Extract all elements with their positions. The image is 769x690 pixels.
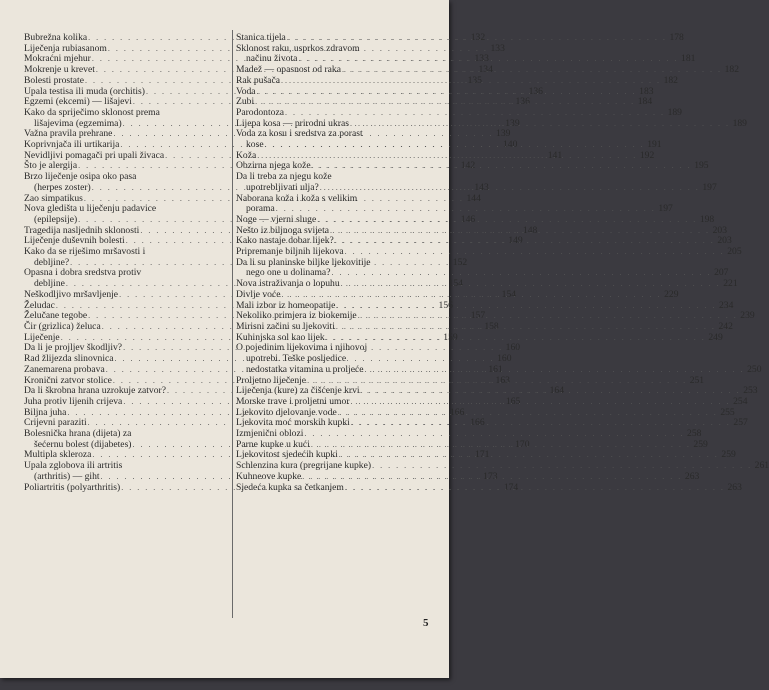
toc-entry-page: 139	[496, 128, 511, 140]
toc-entry-title: Ljekovita moć morskih kupki	[236, 417, 350, 429]
toc-entry-title: Kuhneove kupke	[236, 470, 302, 482]
dot-leader	[351, 418, 731, 429]
toc-entry-page: 154	[501, 288, 517, 300]
toc-entry-title: Mokraćni mjehur	[24, 53, 91, 65]
toc-entry-title: Multipla skleroza	[24, 449, 92, 461]
dot-leader	[335, 236, 715, 247]
toc-entry-title: Morske trave i proljetni umor	[236, 395, 350, 407]
dot-leader	[317, 215, 697, 226]
toc-entry-page: 159	[443, 331, 458, 343]
toc-entry-page: 142	[460, 160, 476, 172]
toc-entry-page: 133	[474, 53, 489, 65]
toc-entry-title: Kuhinjska sol kao lijek	[236, 331, 325, 343]
toc-entry-page: 253	[743, 385, 758, 397]
toc-entry-page: 258	[687, 428, 702, 440]
toc-entry-page: 152	[452, 256, 468, 268]
toc-entry-page: 182	[663, 74, 678, 86]
toc-entry-title: Juha protiv lijenih crijeva	[24, 395, 123, 407]
toc-entry-title: Važna pravila prehrane	[24, 128, 113, 140]
toc-entry-page: 143	[474, 181, 489, 193]
dot-leader	[339, 450, 719, 461]
toc-entry-title: Rak pušača	[236, 74, 280, 86]
toc-entry-page: 205	[727, 246, 742, 258]
toc-entry-page: 134	[478, 64, 493, 76]
toc-entry-page: 157	[470, 310, 486, 322]
toc-entry-title: Rad žlijezda slinovnica	[24, 353, 114, 365]
dot-leader	[307, 376, 687, 387]
toc-entry-title: Voda	[236, 85, 256, 97]
toc-entry-title: Da li treba za njegu kože	[236, 171, 332, 183]
dot-leader	[336, 301, 716, 312]
toc-entry-page: 165	[505, 395, 521, 407]
toc-entry-page: 161	[488, 363, 503, 375]
toc-entry-page: 160	[505, 342, 521, 354]
dot-leader	[364, 365, 744, 376]
toc-entry-title: Bolesnička hrana (dijeta) za	[24, 428, 132, 440]
toc-entry-title: Parodontoza	[236, 106, 284, 118]
toc-entry-title: Nešto iz biljnoga svijeta	[236, 224, 329, 236]
dot-leader	[257, 151, 637, 162]
toc-entry-title: Divlje voće	[236, 288, 281, 300]
dot-leader	[298, 54, 678, 65]
toc-entry-page: 191	[647, 139, 662, 151]
page-number: 5	[423, 617, 429, 629]
toc-entry-title: Koprivnjača ili urtikarija	[24, 139, 120, 151]
toc-entry-title: Madež — opasnost od raka	[236, 64, 341, 76]
toc-entry-page: 146	[460, 213, 476, 225]
toc-entry-page: 156	[438, 299, 453, 311]
toc-entry-page: 263	[684, 470, 700, 482]
toc-entry-page: 259	[693, 438, 708, 450]
toc-entry-title: Nova gledišta u liječenju padavice	[24, 203, 157, 215]
toc-entry-page: 154	[448, 278, 463, 290]
toc-entry-title: Upala testisa ili muda (orchitis)	[24, 85, 145, 97]
dot-leader	[282, 290, 662, 301]
toc-entry-page: 158	[484, 320, 499, 332]
toc-entry-title: Biljna juha	[24, 406, 67, 418]
toc-entry-page: 250	[747, 363, 762, 375]
toc-entry-page: 140	[502, 139, 518, 151]
toc-entry-page: 198	[699, 213, 715, 225]
toc-entry-title: Liječenja rubiasanom	[24, 42, 107, 54]
toc-entry-title: Kako da se riješimo mršavosti i	[24, 246, 146, 258]
dot-leader	[257, 87, 637, 98]
dot-leader	[331, 268, 711, 279]
toc-entry-title: Tragedija nasljednih sklonosti	[24, 224, 140, 236]
toc-entry-title: Želučane tegobe	[24, 310, 88, 322]
toc-entry-page: 164	[549, 385, 564, 397]
toc-entry-title: Neškodljivo mršavljenje	[24, 288, 119, 300]
toc-entry-title: Sklonost raku, usprkos zdravom	[236, 42, 360, 54]
toc-entry-title: Brzo liječenje osipa oko pasa	[24, 171, 137, 183]
toc-entry-page: 181	[681, 53, 696, 65]
toc-entry-title: upotrebi. Teške posljedice	[246, 353, 347, 365]
dot-leader	[265, 140, 645, 151]
toc-entry-page: 195	[694, 160, 709, 172]
dot-leader	[304, 429, 684, 440]
toc-entry-title: Liječenje duševnih bolesti	[24, 235, 125, 247]
toc-entry-page: 221	[723, 278, 738, 290]
toc-entry-title: (herpes zoster)	[34, 181, 91, 193]
toc-entry-page: 249	[708, 331, 723, 343]
toc-entry-title: Proljetno liječenje	[236, 374, 307, 386]
toc-entry-page: 255	[720, 406, 735, 418]
toc-entry-page: 139	[505, 117, 520, 129]
toc-entry-title: Upala zglobova ili artritis	[24, 460, 123, 472]
toc-entry-title: Crijevni paraziti	[24, 417, 87, 429]
toc-entry-title: nego one u dolinama?	[246, 267, 331, 279]
toc-entry-title: Opasna i dobra sredstva protiv	[24, 267, 142, 279]
dot-leader	[350, 119, 730, 130]
toc-entry-page: 136	[515, 96, 530, 108]
toc-entry-title: Lijepa kosa — prirodni ukras	[236, 117, 349, 129]
toc-entry-title: Kako nastaje dobar lijek?	[236, 235, 334, 247]
toc-entry-page: 203	[717, 235, 732, 247]
toc-entry-title: Da li su planinske biljke ljekovitije	[236, 256, 371, 268]
toc-entry-title: Liječenja (kure) za čišćenje krvi	[236, 385, 360, 397]
toc-entry-title: Kronični zatvor stolice	[24, 374, 112, 386]
toc-entry-title: Zanemarena probava	[24, 363, 105, 375]
toc-entry-title: Stanica tijela	[236, 32, 286, 43]
toc-entry-page: 182	[724, 64, 739, 76]
toc-entry-title: Mirisni začini su ljekoviti	[236, 320, 335, 332]
toc-entry-title: upotrebljivati ulja?	[246, 181, 319, 193]
toc-entry-page: 132	[470, 32, 486, 43]
toc-entry-title: načinu života	[246, 53, 298, 65]
toc-entry-page: 234	[718, 299, 734, 311]
toc-entry-page: 174	[503, 481, 519, 493]
toc-entry-title: Voda za kosu i sredstva za porast	[236, 128, 363, 140]
toc-entry-title: Ljekovito djelovanje vode	[236, 406, 337, 418]
toc-entry-page: 189	[667, 106, 682, 118]
toc-entry-page: 189	[732, 117, 747, 129]
toc-entry-title: Bubrežna kolika	[24, 32, 88, 43]
toc-entry-title: (arthritis) — giht	[34, 470, 100, 482]
toc-entry-page: 171	[475, 449, 490, 461]
toc-entry-title: Obzirna njega kože	[236, 160, 311, 172]
toc-entry-title: Nevidljivi pomagači pri upali živaca	[24, 149, 165, 161]
dot-leader	[255, 97, 635, 108]
toc-entry-title: Egzemi (ekcemi) — lišajevi	[24, 96, 132, 108]
toc-entry-page: 257	[733, 417, 748, 429]
toc-entry-page: 207	[714, 267, 729, 279]
toc-entry-page: 141	[547, 149, 563, 161]
dot-leader	[358, 311, 738, 322]
toc-entry-page: 229	[664, 288, 679, 300]
toc-entry-title: Čir (grizlica) želuca	[24, 320, 101, 332]
dot-leader	[276, 204, 656, 215]
toc-entry-page: 173	[483, 470, 498, 482]
toc-entry-title: Noge — vjerni sluge	[236, 213, 317, 225]
toc-entry-title: Nova istraživanja o lopuhu	[236, 278, 340, 290]
toc-entry-page: 166	[449, 406, 465, 418]
dot-leader	[311, 440, 691, 451]
toc-entry-title: nedostatka vitamina u proljeće	[246, 363, 364, 375]
toc-entry-title: Zubi	[236, 96, 255, 108]
toc-entry-page: 135	[467, 74, 482, 86]
dot-leader	[351, 397, 731, 408]
toc-entry-page: 148	[522, 224, 538, 236]
toc-entry-page: 197	[658, 203, 673, 215]
toc-entry-page: 183	[639, 85, 654, 97]
toc-entry-page: 192	[639, 149, 655, 161]
toc-entry-page: 170	[515, 438, 530, 450]
dot-leader	[302, 472, 682, 483]
dot-leader	[361, 386, 741, 397]
toc-entry-page: 149	[508, 235, 523, 247]
toc-entry-page: 242	[718, 320, 733, 332]
toc-entry-title: Kako da spriječimo sklonost prema	[24, 106, 160, 118]
dot-leader	[338, 408, 718, 419]
toc-entry-title: debljine	[34, 278, 65, 290]
toc-entry-title: Zao simpatikus	[24, 192, 83, 204]
toc-entry-page: 259	[721, 449, 736, 461]
toc-entry-title: Bolesti prostate	[24, 74, 84, 86]
toc-entry-page: 160	[497, 353, 512, 365]
toc-entry-title: Schlenzina kura (pregrijane kupke)	[236, 460, 372, 472]
column-divider	[232, 30, 233, 618]
toc-entry-title: debljine?	[34, 256, 70, 268]
dot-leader	[281, 76, 661, 87]
toc-entry-title: lišajevima (egzemima)	[34, 117, 122, 129]
toc-entry-title: Ljekovitost sjedećih kupki	[236, 449, 338, 461]
toc-entry-title: Sjedeća kupka sa četkanjem	[236, 481, 344, 493]
toc-entry-page: 136	[528, 85, 543, 97]
dot-leader	[345, 247, 725, 258]
toc-entry-page: 239	[740, 310, 755, 322]
toc-entry-title: Poliartritis (polyarthritis)	[24, 481, 121, 493]
toc-entry-title: Mali izbor iz homeopatije	[236, 299, 336, 311]
toc-entry-page: 184	[637, 96, 653, 108]
toc-entry-page: 263	[727, 481, 742, 493]
toc-entry-page: 197	[702, 181, 717, 193]
toc-entry-title: šećernu bolest (dijabetes)	[34, 438, 132, 450]
toc-entry-title: kose	[246, 139, 264, 151]
toc-entry-page: 178	[669, 32, 684, 43]
toc-entry-title: Parne kupke u kući	[236, 438, 310, 450]
toc-entry-title: Liječenje	[24, 331, 60, 343]
toc-entry-title: (epilepsije)	[34, 213, 78, 225]
toc-entry-title: Mokrenje u krevet	[24, 64, 95, 76]
dot-leader	[330, 226, 710, 237]
dot-leader	[320, 183, 700, 194]
toc-entry-title: Da li je projljev škodljiv?	[24, 342, 123, 354]
toc-entry-page: 163	[495, 374, 510, 386]
toc-entry-page: 166	[470, 417, 485, 429]
toc-entry-title: Nekoliko primjera iz biokemije	[236, 310, 357, 322]
toc-entry-title: O pojedinim lijekovima i njihovoj	[236, 342, 368, 354]
toc-entry-page: 203	[712, 224, 727, 236]
toc-entry-page: 133	[490, 42, 505, 54]
toc-entry-page: 254	[733, 395, 748, 407]
toc-entry-title: Što je alergija	[24, 160, 78, 172]
toc-entry-page: 144	[466, 192, 481, 204]
dot-leader	[345, 483, 725, 494]
toc-entry-title: Da li škrobna hrana uzrokuje zatvor?	[24, 385, 166, 397]
dot-leader	[326, 333, 706, 344]
dot-leader	[336, 322, 716, 333]
toc-entry-page: 251	[689, 374, 705, 386]
dot-leader	[312, 161, 692, 172]
toc-entry-page: 261	[754, 460, 769, 472]
toc-entry-title: Koža	[236, 149, 257, 161]
toc-entry-title: Želudac	[24, 299, 55, 311]
toc-entry-title: Pripremanje biljnih lijekova	[236, 246, 344, 258]
toc-entry-title: porama	[246, 203, 275, 215]
toc-entry-title: Izmjenični oblozi	[236, 428, 304, 440]
toc-entry-title: Naborana koža i koža s velikim	[236, 192, 358, 204]
